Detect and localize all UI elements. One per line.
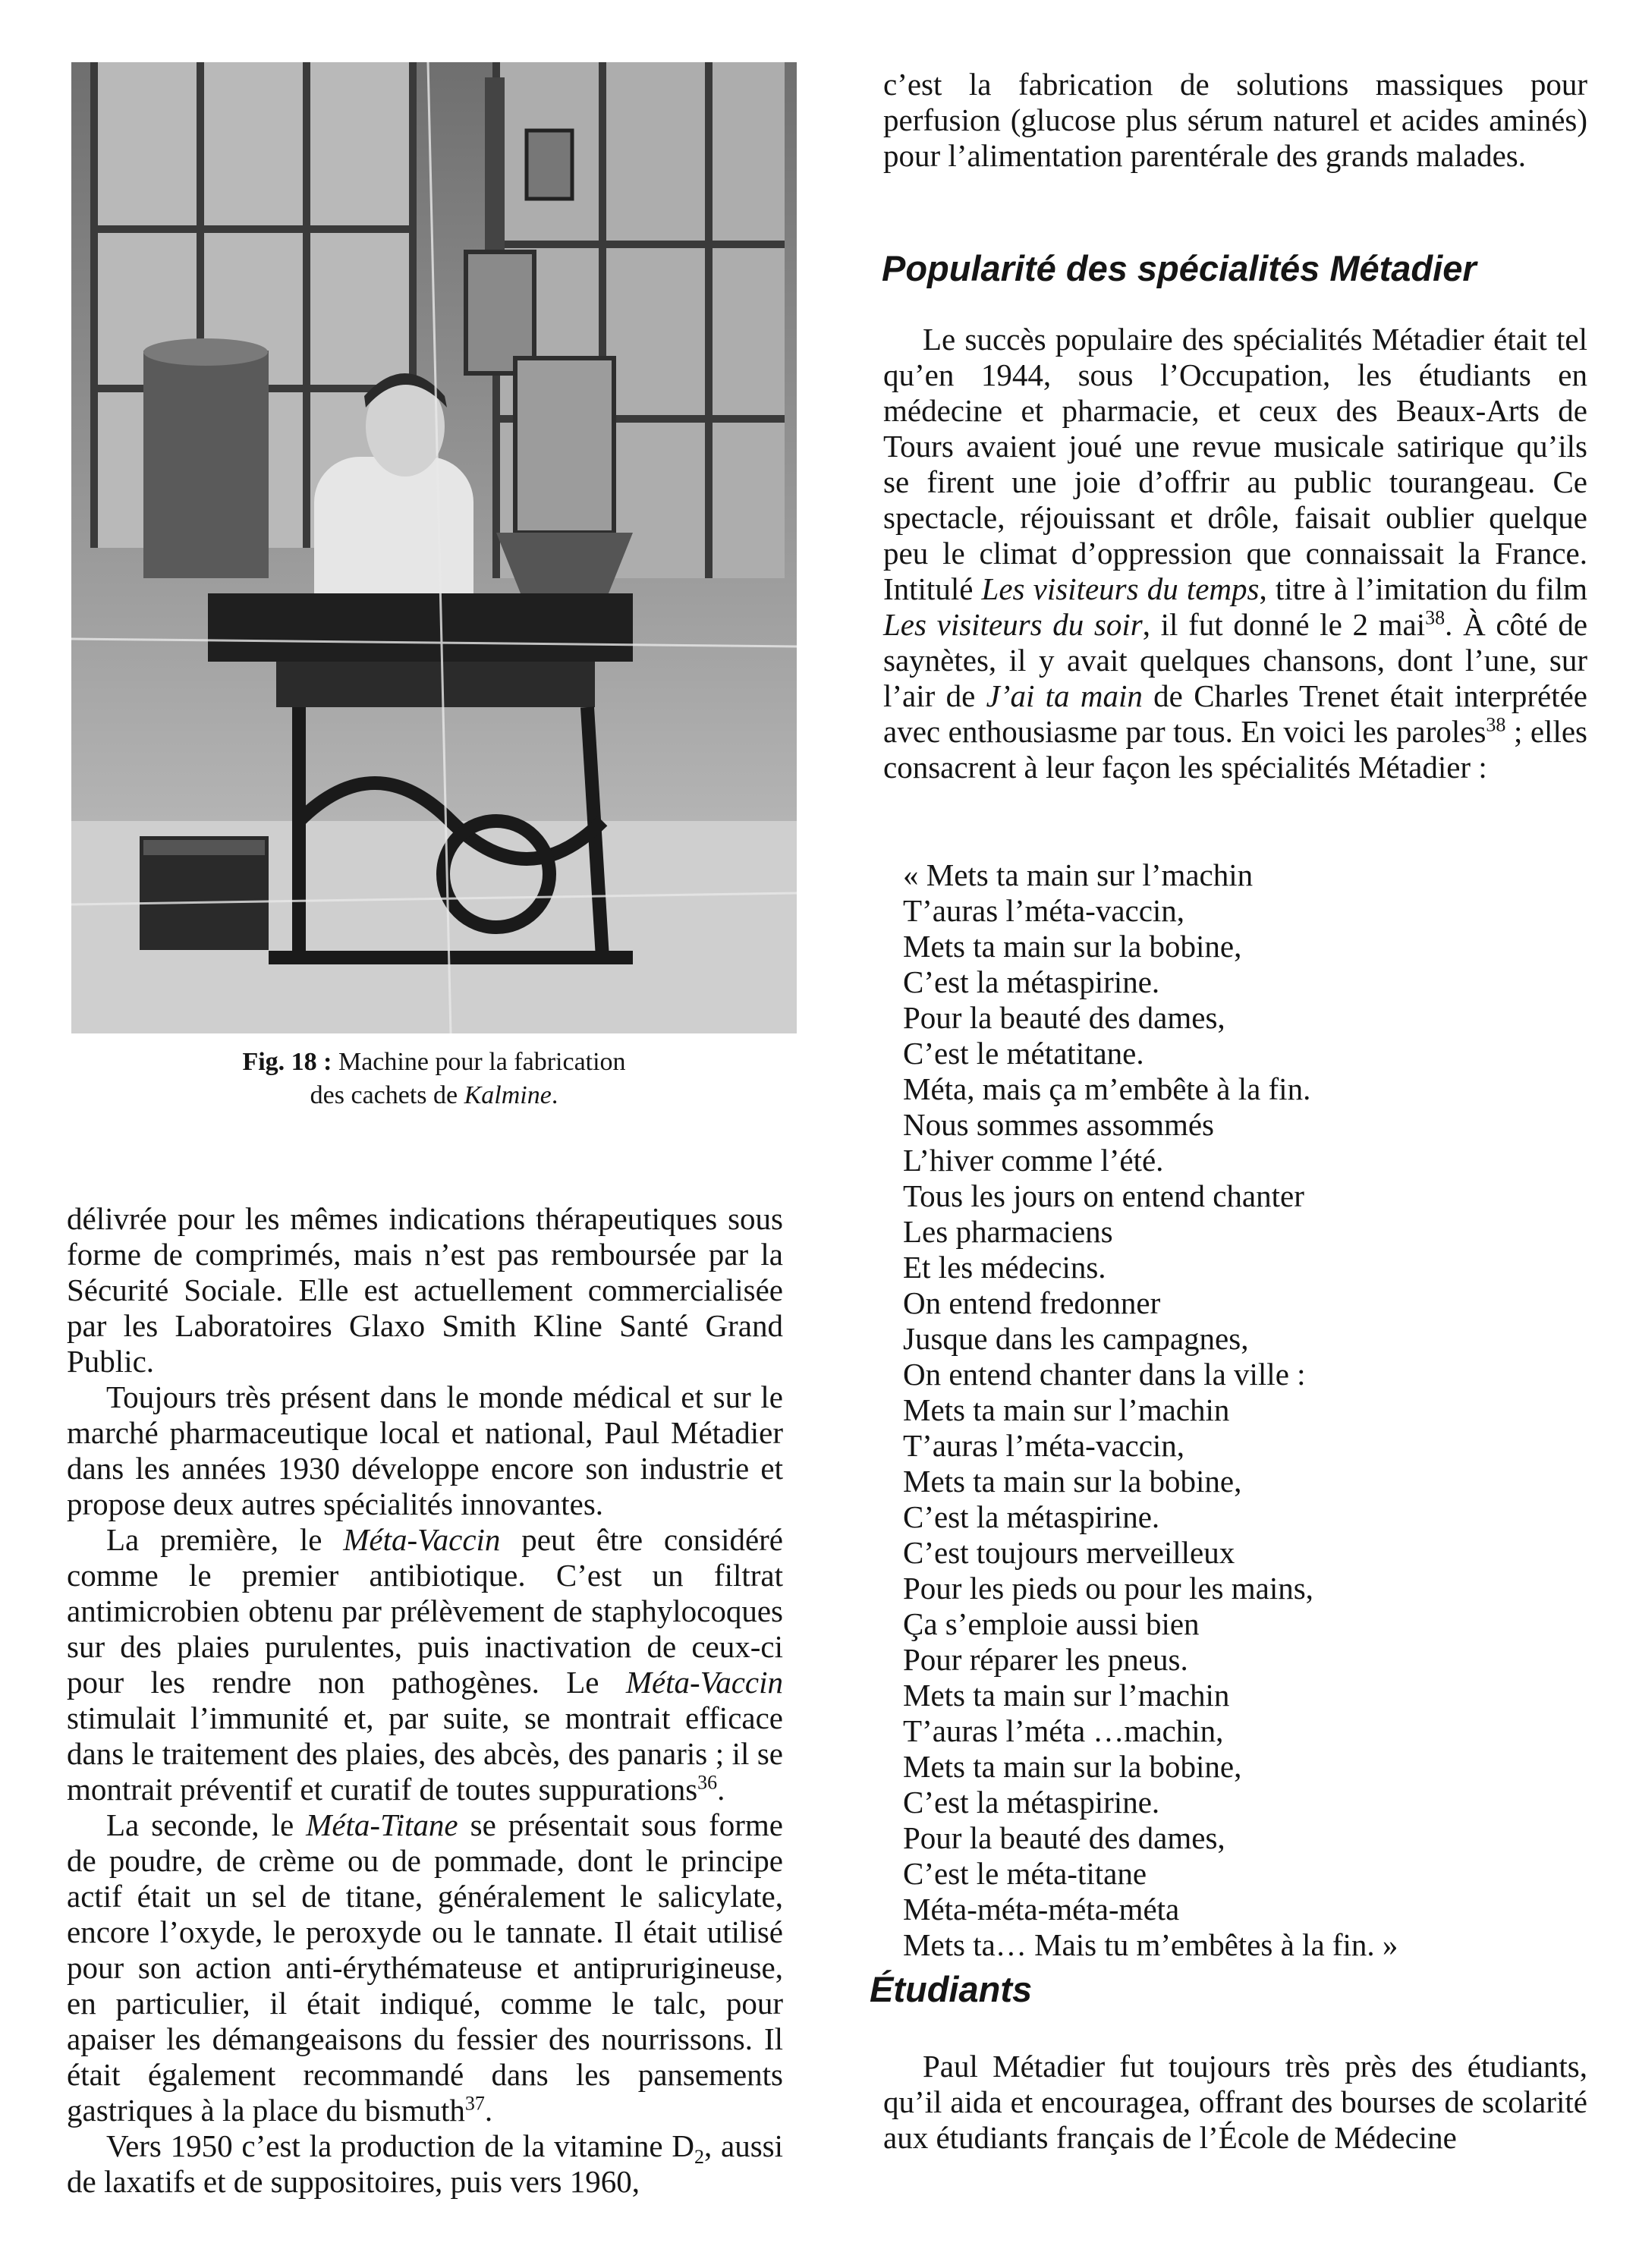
footnote-ref: 37 <box>464 2092 485 2115</box>
lyric-line: Tous les jours on entend chanter <box>903 1178 1304 1213</box>
lyric-line: Pour réparer les pneus. <box>903 1642 1188 1677</box>
lyric-line: L’hiver comme l’été. <box>903 1143 1164 1178</box>
lyric-line: Pour les pieds ou pour les mains, <box>903 1571 1313 1606</box>
lyric-line: Et les médecins. <box>903 1250 1106 1285</box>
section-heading: Étudiants <box>870 1969 1033 2009</box>
machine-photo-image <box>71 62 797 1033</box>
lyric-line: Pour la beauté des dames, <box>903 1000 1225 1035</box>
lyric-line: C’est le métatitane. <box>903 1036 1144 1071</box>
lyric-line: T’auras l’méta-vaccin, <box>903 1428 1185 1463</box>
paragraph: La première, le Méta-Vaccin peut être considéré comme le premier antibiotique. C’est un filtrat antimicrobien obtenu par prélèvement de staphylocoques sur des plaies purulentes, puis inactivation de ceux-ci pour les rendre non pathogènes. Le Méta-Vaccin stimulait l’immunité et, par suite, se montrait efficace dans le traitement des plaies, des abcès, des panaris ; il se montrait préventif et curatif de toutes suppurations$^{36}$. <box>67 1522 784 1807</box>
song-lyrics <box>903 857 1586 1963</box>
lyric-line: C’est la métaspirine. <box>903 1499 1160 1534</box>
paragraph: Toujours très présent dans le monde médical et sur le marché pharmaceutique local et national, Paul Métadier dans les années 1930 développe encore son industrie et propose deux autres spécialités innovantes. <box>67 1379 783 1521</box>
paragraph: La seconde, le Méta-Titane se présentait sous forme de poudre, de crème ou de pommade, dont le principe actif était un sel de titane, généralement le salicylate, encore l’oxyde, le peroxyde ou le tannate. Il était utilisé pour son action anti-érythémateuse et antiprurigineuse, en particulier, il était indiqué, comme le talc, pour apaiser les démangeaisons du fessier des nourrissons. Il était également recommandé dans les pansements gastriques à la place du bismuth$^{37}$. <box>67 1807 783 2128</box>
lyric-line: Nous sommes assommés <box>903 1107 1214 1142</box>
figure-photo <box>71 62 797 1033</box>
lyric-line: Pour la beauté des dames, <box>903 1820 1225 1855</box>
footnote-ref: 38 <box>1486 713 1506 736</box>
lyric-line: C’est la métaspirine. <box>903 1785 1160 1820</box>
paragraph: Le succès populaire des spécialités Métadier était tel qu’en 1944, sous l’Occupation, les étudiants en médecine et pharmacie, et ceux des Beaux-Arts de Tours avaient joué une revue musicale satirique qu’ils se firent une joie d’offrir au public tourangeau. Ce spectacle, réjouissant et drôle, faisait oublier quelque peu le climat d’oppression que connaissait la France. Intitulé Les visiteurs du temps, titre à l’imitation du film Les visiteurs du soir, il fut donné le 2 mai$^{38}$. À côté de saynètes, il y avait quelques chansons, dont l’une, sur l’air de J’ai ta main de Charles Trenet était interprétée avec enthousiasme par tous. En voici les paroles$^{38}$ ; elles consacrent à leur façon les spécialités Métadier : <box>883 322 1588 785</box>
lyric-line: T’auras l’méta …machin, <box>903 1713 1224 1748</box>
lyric-line: Méta, mais ça m’embête à la fin. <box>903 1071 1311 1106</box>
lyric-line: Mets ta… Mais tu m’embêtes à la fin. » <box>903 1927 1398 1962</box>
caption-line2: des cachets de <box>310 1081 458 1109</box>
lyric-line: Les pharmaciens <box>903 1214 1113 1249</box>
paragraph: Vers 1950 c’est la production de la vitamine $D_2$, aussi de laxatifs et de suppositoires, puis vers 1960, <box>67 2128 783 2199</box>
lyric-line: On entend chanter dans la ville : <box>903 1357 1306 1392</box>
footnote-ref: 36 <box>697 1771 718 1794</box>
lyric-line: Ça s’emploie aussi bien <box>903 1606 1200 1641</box>
lyric-line: C’est le méta-titane <box>903 1856 1147 1891</box>
paragraph: délivrée pour les mêmes indications thérapeutiques sous forme de comprimés, mais n’est pas remboursée par la Sécurité Sociale. Elle est actuellement commercialisée par les Laboratoires Glaxo Smith Kline Santé Grand Public. <box>67 1201 783 1379</box>
right-intro-text <box>883 67 1587 174</box>
lyric-line: C’est toujours merveilleux <box>903 1535 1235 1570</box>
paragraph: Paul Métadier fut toujours très près des étudiants, qu’il aida et encouragea, offrant des bourses de scolarité aux étudiants français de l’École de Médecine <box>883 2049 1587 2155</box>
paragraph: c’est la fabrication de solutions massiques pour perfusion (glucose plus sérum naturel et acides aminés) pour l’alimentation parentérale des grands malades. <box>883 67 1587 173</box>
caption-period: . <box>551 1081 558 1109</box>
caption-italic-name: Kalmine <box>464 1081 552 1109</box>
lyric-line: « Mets ta main sur l’machin <box>903 857 1254 892</box>
lyric-line: Mets ta main sur la bobine, <box>903 1749 1242 1784</box>
lyric-line: Mets ta main sur la bobine, <box>903 1464 1242 1499</box>
section1-text <box>883 322 1587 785</box>
caption-line1: Machine pour la fabrication <box>338 1048 626 1076</box>
left-column-text <box>67 1201 783 2200</box>
lyric-line: Mets ta main sur l’machin <box>903 1392 1230 1427</box>
section2-text <box>883 2049 1587 2156</box>
lyric-line: C’est la métaspirine. <box>903 964 1160 999</box>
lyric-line: On entend fredonner <box>903 1285 1161 1320</box>
lyric-line: Mets ta main sur la bobine, <box>903 929 1242 964</box>
lyric-line: Mets ta main sur l’machin <box>903 1678 1230 1713</box>
lyric-line: T’auras l’méta-vaccin, <box>903 893 1185 928</box>
lyric-line: Méta-méta-méta-méta <box>903 1892 1180 1927</box>
figure-label: Fig. 18 : <box>242 1048 332 1076</box>
section-heading: Popularité des spécialités Métadier <box>882 248 1477 288</box>
footnote-ref: 38 <box>1425 606 1446 629</box>
figure-caption <box>71 1046 797 1112</box>
lyric-line: Jusque dans les campagnes, <box>903 1321 1249 1356</box>
